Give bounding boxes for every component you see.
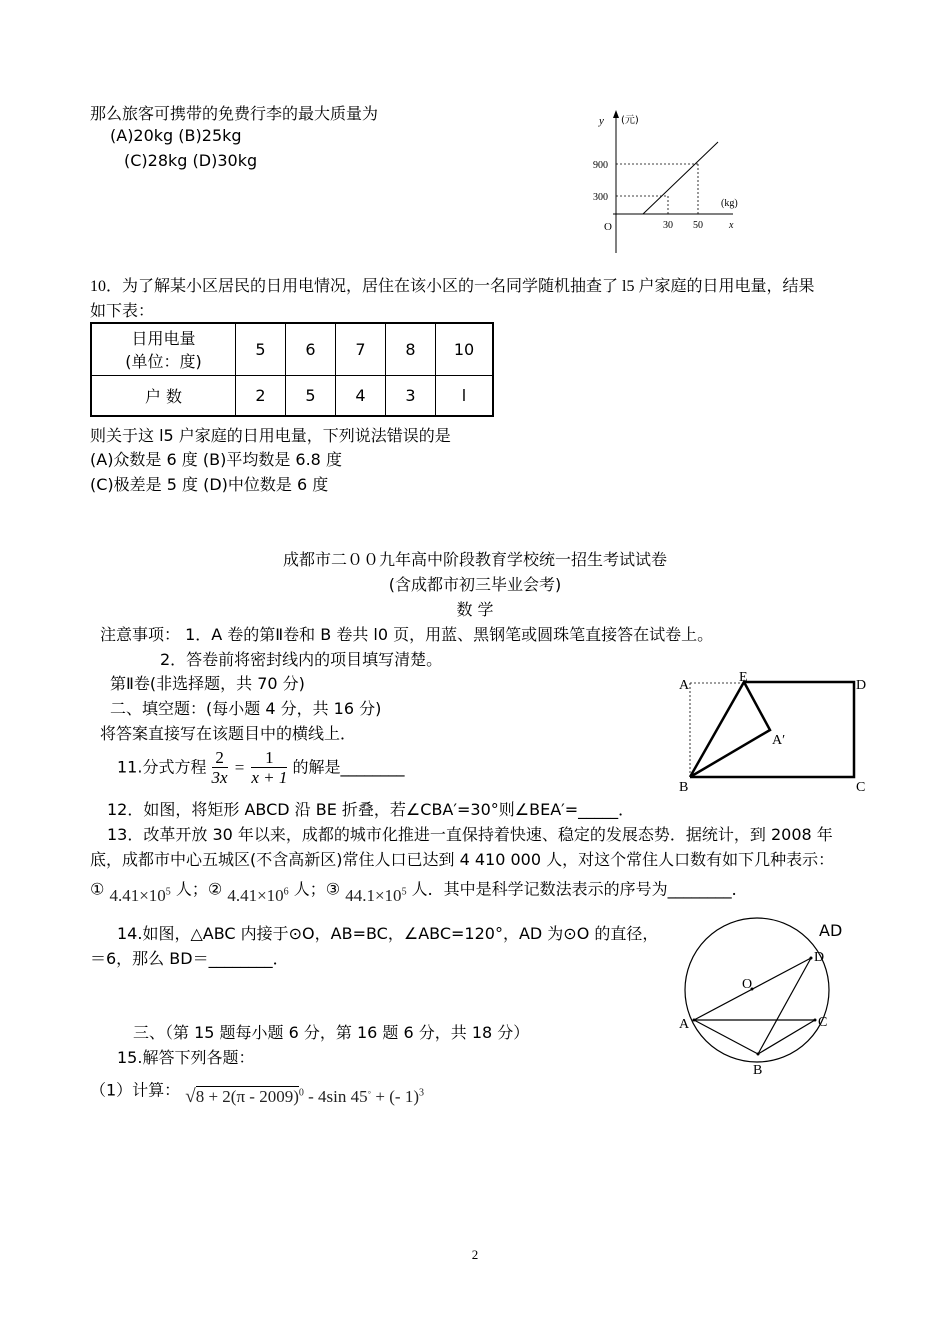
fig12-E: E bbox=[739, 670, 748, 685]
q11-frac1-den: 3x bbox=[211, 768, 228, 787]
instruction: 将答案直接写在该题目中的横线上． bbox=[100, 724, 357, 743]
q11-frac2-den: x + 1 bbox=[251, 768, 288, 787]
graph-x-tick-50: 50 bbox=[693, 220, 703, 231]
table-count-cell: 4 bbox=[336, 375, 386, 416]
table-value-cell: 6 bbox=[286, 323, 336, 375]
table-count-cell: 2 bbox=[236, 375, 286, 416]
table-value-cell: 8 bbox=[386, 323, 436, 375]
q9-options-2: (C)28kg (D)30kg bbox=[124, 151, 258, 170]
q14-figure bbox=[672, 912, 842, 1082]
q14-line1-end: AD bbox=[819, 921, 843, 940]
q11-frac1 bbox=[212, 748, 228, 787]
table-value-cell: 7 bbox=[336, 323, 386, 375]
q14-line1: 14.如图，△ABC 内接于⊙O，AB=BC，∠ABC=120°，AD 为⊙O 的直径， bbox=[117, 924, 659, 943]
fig14-O: O bbox=[742, 977, 753, 992]
q15-1-exp3: 3 bbox=[419, 1087, 424, 1098]
q13-expr3 bbox=[345, 886, 406, 905]
q9-options-1: (A)20kg (B)25kg bbox=[110, 126, 242, 145]
q15-1 bbox=[90, 1072, 424, 1106]
q13-expr2-base: 4.41×10 bbox=[227, 885, 284, 905]
exam-subtitle: (含成都市初三毕业会考) bbox=[388, 575, 562, 594]
page-number: 2 bbox=[471, 1247, 479, 1262]
q13-expr3-exp: 5 bbox=[401, 886, 407, 897]
q13-person2: 人；③ bbox=[293, 879, 341, 899]
q15-1-expr-b: - 4sin 45 bbox=[303, 1086, 368, 1106]
q15-1-deg: ◦ bbox=[367, 1087, 372, 1098]
q10-options-2: (C)极差是 5 度 (D)中位数是 6 度 bbox=[90, 475, 329, 494]
q13-expr1 bbox=[109, 886, 170, 905]
q15-1-expr-a: 8 + 2(π - 2009) bbox=[195, 1086, 299, 1106]
table-count-cell: 5 bbox=[286, 375, 336, 416]
q13-expr2 bbox=[227, 886, 288, 905]
q10-options-1: (A)众数是 6 度 (B)平均数是 6.8 度 bbox=[90, 450, 342, 469]
q13-expr1-base: 4.41×10 bbox=[109, 885, 166, 905]
q10-table bbox=[90, 322, 494, 417]
table-value-cell: 5 bbox=[236, 323, 286, 375]
fig12-D: D bbox=[856, 678, 867, 693]
graph-x-unit: (kg) bbox=[721, 198, 738, 209]
fig12-A-prime: A′ bbox=[772, 733, 786, 748]
table-header-line2: (单位：度) bbox=[125, 352, 202, 372]
q11-frac2 bbox=[251, 748, 287, 787]
fig14-B: B bbox=[753, 1063, 763, 1078]
q10-question: 则关于这 l5 户家庭的日用电量，下列说法错误的是 bbox=[90, 426, 451, 445]
q11-frac2-num: 1 bbox=[265, 748, 274, 767]
q9-graph bbox=[585, 108, 745, 258]
q15-1-expr bbox=[185, 1087, 424, 1106]
q13-expr2-exp: 6 bbox=[283, 886, 289, 897]
q11-prefix: 11.分式方程 bbox=[117, 757, 207, 777]
q11-suffix: 的解是________ bbox=[292, 757, 405, 777]
graph-origin: O bbox=[604, 221, 612, 233]
fig12-C: C bbox=[856, 780, 866, 792]
fig12-B: B bbox=[679, 780, 689, 792]
q11 bbox=[117, 745, 405, 790]
section3-heading: 三、（第 15 题每小题 6 分，第 16 题 6 分，共 18 分） bbox=[133, 1023, 530, 1042]
q9-text: 那么旅客可携带的免费行李的最大质量为 bbox=[90, 104, 379, 123]
graph-y-label: y bbox=[599, 115, 604, 127]
q15-1-expr-c: + (- 1) bbox=[371, 1086, 419, 1106]
q13-person1: 人；② bbox=[175, 879, 223, 899]
fig14-C: C bbox=[818, 1015, 828, 1030]
q15-heading: 15.解答下列各题： bbox=[117, 1048, 255, 1067]
notice-2: 2．答卷前将密封线内的项目填写清楚。 bbox=[160, 650, 443, 669]
graph-y-unit: (元) bbox=[621, 115, 639, 126]
q15-1-exp0: 0 bbox=[298, 1087, 304, 1098]
q11-frac1-num: 2 bbox=[215, 748, 224, 767]
graph-x-tick-30: 30 bbox=[663, 220, 673, 231]
table-count-cell: 3 bbox=[386, 375, 436, 416]
fig14-D: D bbox=[814, 950, 825, 965]
table-count-cell: l bbox=[436, 375, 494, 416]
q10-intro-1: 10．为了解某小区居民的日用电情况，居住在该小区的一名同学随机抽查了 l5 户家庭的日用电量，结果 bbox=[90, 278, 815, 295]
section2-heading: 二、填空题：(每小题 4 分，共 16 分) bbox=[110, 699, 382, 718]
q13-person3: 人．其中是科学记数法表示的序号为________． bbox=[411, 879, 748, 899]
q12-figure bbox=[672, 670, 872, 792]
exam-title: 成都市二００九年高中阶段教育学校统一招生考试试卷 bbox=[282, 550, 667, 569]
q11-eq: = bbox=[234, 757, 245, 777]
table-header-cell bbox=[91, 323, 236, 375]
notice-1: 注意事项： 1．A 卷的第Ⅱ卷和 B 卷共 l0 页，用蓝、黑钢笔或圆珠笔直接答在试卷上。 bbox=[100, 625, 714, 644]
q14-line2: ＝6，那么 BD＝________． bbox=[90, 949, 289, 968]
fig14-A: A bbox=[679, 1017, 690, 1032]
q13-expr3-base: 44.1×10 bbox=[345, 885, 402, 905]
q12-text: 12．如图，将矩形 ABCD 沿 BE 折叠，若∠CBA′=30°则∠BEA′=_____． bbox=[107, 800, 635, 819]
table-row2-label: 户 数 bbox=[91, 375, 236, 416]
graph-y-tick-300: 300 bbox=[593, 192, 608, 203]
exam-subject: 数 学 bbox=[456, 600, 494, 619]
table-value-cell: 10 bbox=[436, 323, 494, 375]
fig12-A: A bbox=[679, 678, 690, 693]
graph-y-tick-900: 900 bbox=[593, 160, 608, 171]
q13-line1: 13．改革开放 30 年以来，成都的城市化推进一直保持着快速、稳定的发展态势．据统计，到 2008 年 bbox=[107, 825, 833, 844]
q10-intro-2: 如下表： bbox=[90, 303, 155, 320]
q15-1-label: （1）计算： bbox=[90, 1080, 181, 1100]
q13-c1: ① bbox=[90, 879, 105, 899]
sqrt-symbol: √ bbox=[185, 1085, 196, 1107]
q13-line3 bbox=[90, 872, 748, 904]
part2-heading: 第Ⅱ卷(非选择题，共 70 分) bbox=[110, 674, 305, 693]
q13-line2: 底，成都市中心五城区(不含高新区)常住人口已达到 4 410 000 人，对这个常住人口数有如下几种表示： bbox=[90, 850, 835, 869]
table-header-line1: 日用电量 bbox=[131, 329, 196, 349]
q13-expr1-exp: 5 bbox=[165, 886, 171, 897]
graph-x-label: x bbox=[729, 220, 734, 231]
